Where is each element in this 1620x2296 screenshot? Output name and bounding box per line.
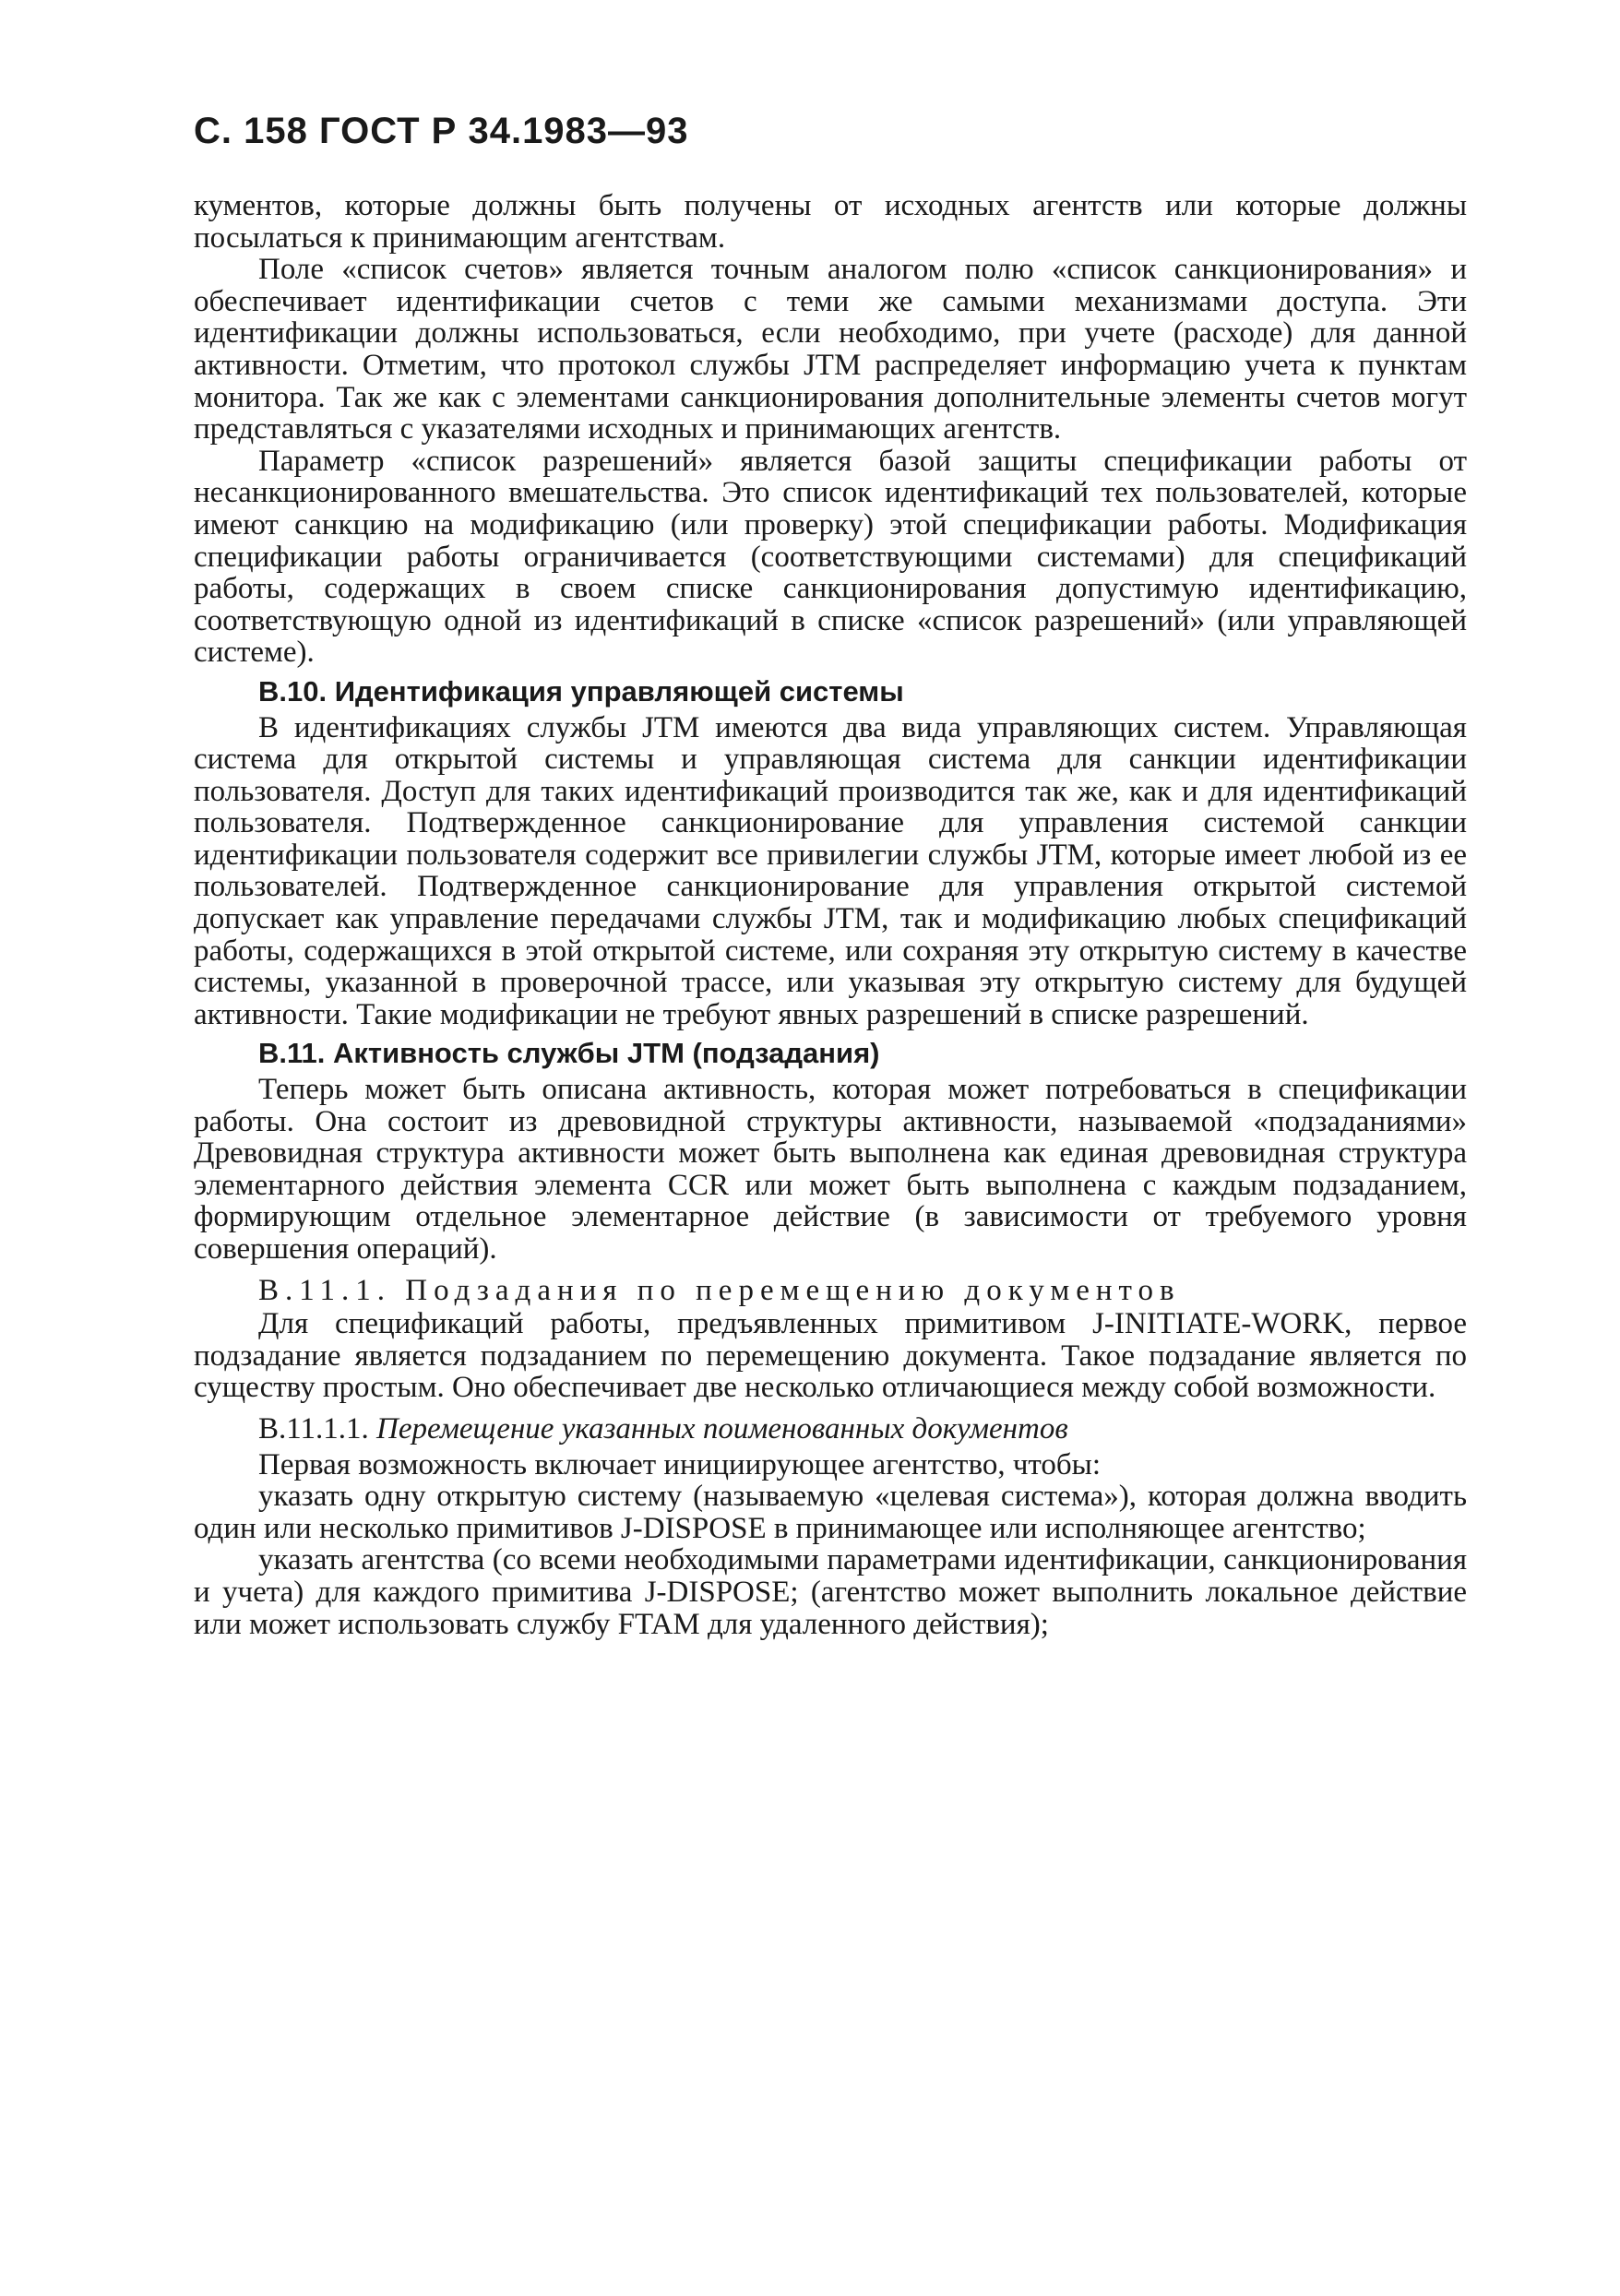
section-heading-b10: В.10. Идентификация управляющей системы: [258, 674, 904, 708]
paragraph-permissions-list: Параметр «список разрешений» является базой защиты спецификации работы от несанкционированного вмешательства. Это список идентификаций тех пользователей, которые имеют санкцию на модификацию (или проверку) этой спецификации работы. Модификация спецификации работы ограничивается (соответствующими системами) для спецификаций работы, содержащих в своем списке санкционирования допустимую идентификацию, соответствующую одной из идентификаций в списке «список разрешений» (или управляющей системе).: [194, 444, 1467, 670]
section-heading-b11: В.11. Активность службы JTM (подзадания): [258, 1037, 880, 1070]
paragraph-document-movement: Для спецификаций работы, предъявленных примитивом J-INITIATE-WORK, первое подзадание является подзаданием по перемещению документа. Такое подзадание является по существу простым. Оно обеспечивает две несколько отличающиеся между собой возможности.: [194, 1307, 1467, 1405]
document-page: [194, 111, 1467, 1640]
paragraph-list-item-2: указать агентства (со всеми необходимыми параметрами идентификации, санкционирования и учета) для каждого примитива J-DISPOSE; (агентство может выполнить локальное действие или может использовать службу FTAM для удаленного действия);: [194, 1543, 1467, 1641]
paragraph-first-option: Первая возможность включает инициирующее агентство, чтобы:: [258, 1447, 1102, 1481]
subsection-number-b1111: В.11.1.1.: [258, 1411, 369, 1445]
subsection-title-b111: Подзадания по перемещению документов: [405, 1273, 1181, 1307]
subsection-number-b111: В.11.1.: [258, 1273, 392, 1307]
subsection-title-b1111: Перемещение указанных поименованных документов: [376, 1411, 1068, 1445]
paragraph-subtasks: Теперь может быть описана активность, которая может потребоваться в спецификации работы. Она состоит из древовидной структуры активности, называемой «подзаданиями» Древовидная структура активности может быть выполнена как единая древовидная структура элементарного действия элемента CCR или может быть выполнена с каждым подзаданием, формирующим отдельное элементарное действие (в зависимости от требуемого уровня совершения операций).: [194, 1073, 1467, 1266]
subsection-heading-b111: [194, 1275, 1467, 1307]
page-header: С. 158 ГОСТ Р 34.1983—93: [194, 111, 689, 151]
paragraph-list-item-1: указать одну открытую систему (называемую «целевая система»), которая должна вводить один или несколько примитивов J-DISPOSE в принимающее или исполняющее агентство;: [194, 1480, 1467, 1545]
paragraph-continuation: кументов, которые должны быть получены от исходных агентств или которые должны посылаться к принимающим агентствам.: [194, 189, 1467, 255]
paragraph-accounts-list: Поле «список счетов» является точным аналогом полю «список санкционирования» и обеспечивает идентификации счетов с теми же самыми механизмами доступа. Эти идентификации должны использоваться, если необходимо, при учете (расходе) для данной активности. Отметим, что протокол службы JTM распределяет информацию учета к пунктам монитора. Так же как с элементами санкционирования дополнительные элементы счетов могут представляться с указателями исходных и принимающих агентств.: [194, 253, 1467, 446]
subsection-heading-b1111: [194, 1413, 1467, 1445]
paragraph-control-systems: В идентификациях службы JTM имеются два вида управляющих систем. Управляющая система для открытой системы и управляющая система для санкции идентификации пользователя. Доступ для таких идентификаций производится так же, как и для идентификаций пользователя. Подтвержденное санкционирование для управления системой санкции идентификации пользователя содержит все привилегии службы JTM, которые имеет любой из ее пользователей. Подтвержденное санкционирование для управления открытой системой допускает как управление передачами службы JTM, так и модификацию любых спецификаций работы, содержащихся в этой открытой системе, или сохраняя эту открытую систему в качестве системы, указанной в проверочной трассе, или указывая эту открытую систему для будущей активности. Такие модификации не требуют явных разрешений в списке разрешений.: [194, 710, 1467, 1031]
